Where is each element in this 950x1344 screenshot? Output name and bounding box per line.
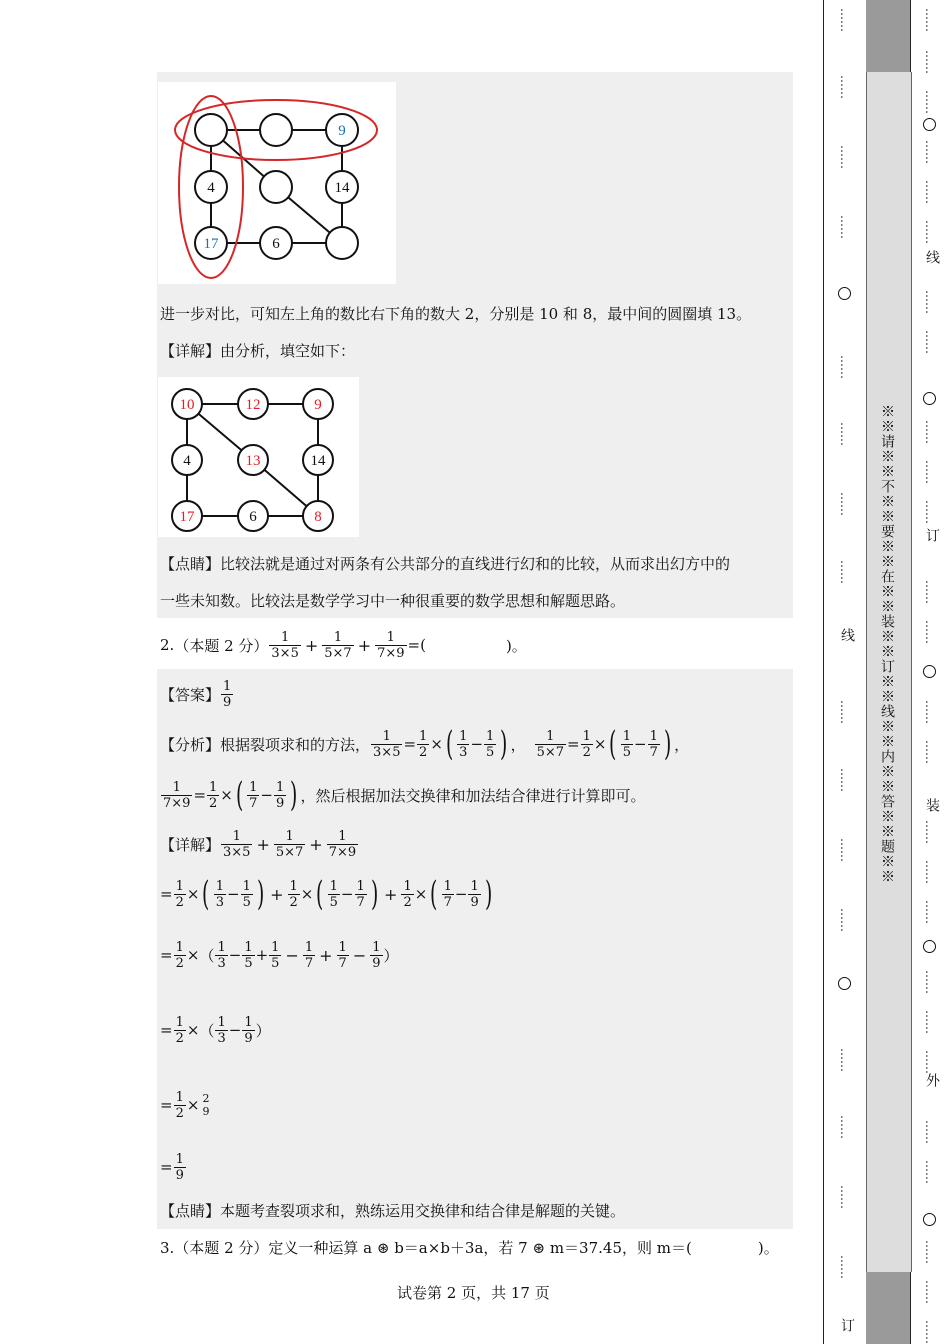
denominator: 2 — [175, 894, 184, 910]
denominator: 5 — [622, 744, 632, 760]
fraction — [215, 1015, 227, 1046]
binding-circle-icon — [838, 977, 851, 990]
fraction — [174, 940, 186, 971]
denominator: 3×5 — [271, 645, 299, 661]
denominator: 9 — [223, 694, 232, 710]
fraction — [242, 940, 254, 971]
node-label: 14 — [310, 453, 326, 469]
numerator: 1 — [175, 878, 184, 894]
binding-dots: …… — [923, 180, 937, 204]
magic-square-figure-2 — [158, 377, 359, 537]
q2-detail-line-4 — [160, 1010, 271, 1050]
binding-dots: …… — [838, 1115, 852, 1139]
plus-sign: + — [256, 834, 270, 854]
numerator: 1 — [215, 878, 224, 894]
binding-inner-xian: 线 — [924, 250, 940, 266]
times-sign: × — [300, 885, 314, 903]
fraction — [355, 879, 367, 910]
binding-dots: …… — [838, 1185, 852, 1209]
denominator: 5 — [242, 894, 251, 910]
times-sign: × — [186, 946, 200, 964]
binding-dots: …… — [838, 8, 852, 32]
denominator: 2 — [403, 894, 412, 910]
binding-circle-icon — [838, 287, 851, 300]
paren-right: ） — [383, 946, 399, 965]
binding-dots: …… — [923, 1320, 937, 1344]
page-footer: 试卷第 2 页，共 17 页 — [397, 1284, 550, 1302]
fraction — [161, 780, 192, 811]
fraction — [303, 940, 315, 971]
node-label: 17 — [203, 236, 219, 252]
denominator: 3 — [217, 955, 226, 971]
binding-dots: …… — [838, 145, 852, 169]
plus-sign: + — [270, 884, 284, 904]
fraction — [581, 729, 593, 760]
fraction — [468, 879, 480, 910]
q2-score: （本题 2 分） — [174, 636, 269, 655]
fraction — [442, 879, 454, 910]
minus-sign: − — [470, 735, 484, 753]
binding-inner-zhuang: 装 — [924, 798, 940, 814]
binding-circle-icon — [923, 118, 936, 131]
binding-dots: …… — [923, 140, 937, 164]
binding-dots: …… — [923, 740, 937, 764]
paren-right: ） — [255, 1021, 271, 1040]
minus-sign: − — [285, 945, 299, 965]
numerator: 1 — [172, 779, 181, 795]
numerator: 1 — [242, 878, 251, 894]
fraction — [241, 879, 253, 910]
numerator: 1 — [546, 728, 555, 744]
fraction — [174, 879, 186, 910]
fraction — [371, 729, 402, 760]
binding-dots: …… — [923, 1160, 937, 1184]
numerator: 1 — [285, 828, 294, 844]
equals-sign: = — [567, 735, 580, 753]
numerator: 1 — [382, 728, 391, 744]
numerator: 1 — [338, 828, 347, 844]
plus-sign: + — [357, 635, 372, 655]
binding-border-outer — [823, 0, 824, 1344]
q2-analysis-line-2 — [160, 773, 646, 817]
node-circle — [260, 171, 292, 203]
numerator: 1 — [333, 629, 343, 645]
paren-left: ( — [445, 724, 454, 764]
numerator: 1 — [649, 728, 658, 744]
denominator: 7 — [304, 955, 314, 971]
binding-dots: …… — [923, 330, 937, 354]
denominator: 5×7 — [536, 744, 565, 760]
numerator: 1 — [386, 629, 395, 645]
fraction — [274, 780, 286, 811]
binding-dots: …… — [923, 50, 937, 74]
binding-dots: …… — [923, 290, 937, 314]
numerator: 1 — [244, 1014, 253, 1030]
answer-fraction — [221, 679, 233, 710]
hint-line-2: 一些未知数。比较法是数学学习中一种很重要的数学思想和解题思路。 — [160, 592, 626, 610]
binding-dots: …… — [923, 620, 937, 644]
fraction — [322, 630, 353, 661]
node-circle — [195, 114, 227, 146]
hint-line-1 — [160, 554, 730, 574]
fraction — [337, 940, 349, 971]
numerator: 1 — [622, 728, 632, 744]
fraction — [274, 829, 305, 860]
binding-dark-block-bottom — [866, 1272, 910, 1344]
denominator: 7 — [443, 894, 452, 910]
fraction — [535, 729, 566, 760]
fraction — [375, 630, 406, 661]
denominator: 2 — [175, 1105, 184, 1121]
node-label: 8 — [314, 509, 322, 525]
binding-dots: …… — [838, 838, 852, 862]
binding-dots: …… — [923, 220, 937, 244]
binding-dots: …… — [838, 768, 852, 792]
numerator: 1 — [223, 678, 232, 694]
binding-dots: …… — [838, 1048, 852, 1072]
numerator: 1 — [175, 1151, 184, 1167]
paren-right: ) — [290, 775, 298, 815]
paren-right: ) — [256, 874, 265, 914]
binding-circle-icon — [923, 940, 936, 953]
binding-circle-icon — [923, 665, 936, 678]
hint-label: 【点睛】 — [160, 555, 221, 573]
binding-dots: …… — [838, 75, 852, 99]
node-label: 12 — [245, 397, 261, 413]
binding-dots: …… — [923, 820, 937, 844]
equals-sign: = — [160, 1096, 173, 1114]
numerator: 1 — [304, 939, 314, 955]
fraction — [174, 1090, 186, 1121]
numerator: 1 — [175, 1089, 184, 1105]
equals-sign: = — [403, 735, 417, 753]
paren-left: ( — [202, 874, 210, 914]
binding-dots: …… — [838, 700, 852, 724]
numerator: 1 — [289, 878, 298, 894]
answer-label: 【答案】 — [160, 685, 221, 704]
analysis-tail: ，然后根据加法交换律和加法结合律进行计算即可。 — [300, 786, 646, 805]
binding-dots: …… — [838, 560, 852, 584]
paren-left: （ — [199, 1021, 215, 1040]
binding-outer-xian: 线 — [839, 628, 855, 644]
detail-label: 【详解】 — [160, 835, 221, 854]
denominator: 5 — [329, 894, 338, 910]
fraction — [221, 829, 252, 860]
times-sign: × — [186, 885, 200, 903]
plus-sign: + — [384, 884, 398, 904]
numerator: 1 — [338, 939, 347, 955]
q2-detail-line-1 — [160, 824, 359, 864]
denominator: 2 — [582, 744, 591, 760]
denominator: 7 — [249, 795, 258, 811]
binding-dots: …… — [923, 90, 937, 114]
paren-right: ) — [370, 874, 379, 914]
q3-close: )。 — [757, 1239, 779, 1257]
denominator: 9 — [372, 955, 381, 971]
numerator: 1 — [271, 939, 280, 955]
minus-sign: − — [340, 885, 354, 903]
denominator: 9 — [470, 894, 479, 910]
numerator: 1 — [217, 939, 226, 955]
denominator: 9 — [244, 1030, 253, 1046]
magic-square-figure-1 — [158, 82, 396, 284]
detail-line — [160, 341, 355, 361]
fraction — [328, 879, 340, 910]
binding-dots: …… — [923, 580, 937, 604]
detail-text: 由分析，填空如下： — [220, 342, 356, 360]
numerator: 1 — [232, 828, 241, 844]
fraction — [648, 729, 660, 760]
numerator: 1 — [403, 878, 412, 894]
compare-paragraph: 进一步对比，可知左上角的数比右下角的数大 2，分别是 10 和 8，最中间的圆圈填 13。 — [160, 305, 752, 323]
fraction — [417, 729, 429, 760]
fraction — [401, 879, 413, 910]
numerator: 1 — [244, 939, 253, 955]
node-circle — [326, 227, 358, 259]
node-label: 4 — [207, 180, 215, 196]
denominator: 9 — [202, 1105, 210, 1118]
q2-detail-line-5 — [160, 1085, 212, 1125]
paren-left: ( — [430, 874, 438, 914]
q3-text: 3.（本题 2 分）定义一种运算 a ⊛ b＝a×b＋3a，若 7 ⊛ m＝37.45，则 m＝( — [160, 1239, 692, 1257]
binding-dots: …… — [838, 1255, 852, 1279]
equals-sign: = — [160, 1021, 173, 1039]
answer-blank-open: =( — [407, 636, 426, 654]
numerator: 1 — [175, 939, 184, 955]
denominator: 2 — [209, 795, 218, 811]
binding-dots: …… — [923, 420, 937, 444]
node-label: 13 — [245, 453, 261, 469]
fraction — [621, 729, 633, 760]
paren-left: ( — [316, 874, 324, 914]
minus-sign: − — [228, 1021, 242, 1039]
plus-sign: + — [309, 834, 323, 854]
denominator: 5×7 — [275, 844, 304, 860]
numerator: 1 — [582, 728, 591, 744]
fraction — [215, 940, 227, 971]
binding-dots: …… — [838, 908, 852, 932]
denominator: 7×9 — [377, 645, 405, 661]
denominator: 7 — [338, 955, 347, 971]
minus-sign: − — [260, 786, 273, 804]
denominator: 5 — [486, 744, 495, 760]
fraction — [288, 879, 300, 910]
denominator: 9 — [276, 795, 285, 811]
node-label: 9 — [338, 123, 346, 139]
binding-dots: …… — [923, 1280, 937, 1304]
plus-sign: + — [319, 945, 333, 965]
minus-sign: − — [454, 885, 468, 903]
analysis-text: 根据裂项求和的方法， — [220, 735, 371, 754]
denominator: 3×5 — [223, 844, 251, 860]
question-3 — [160, 1238, 779, 1258]
binding-circle-icon — [923, 392, 936, 405]
fraction — [242, 1015, 254, 1046]
minus-sign: − — [226, 885, 240, 903]
binding-dots: …… — [923, 1050, 937, 1074]
answer-blank-close: )。 — [505, 636, 527, 655]
fraction — [174, 1015, 186, 1046]
q2-number: 2. — [160, 636, 175, 654]
denominator: 7×9 — [163, 795, 191, 811]
binding-dots: …… — [923, 970, 937, 994]
binding-dots: …… — [923, 700, 937, 724]
times-sign: × — [186, 1096, 200, 1114]
numerator: 1 — [443, 878, 452, 894]
equals-sign: = — [193, 786, 207, 804]
analysis-label: 【分析】 — [160, 735, 221, 754]
fraction — [207, 780, 219, 811]
node-label: 14 — [334, 180, 350, 196]
binding-dots: …… — [923, 500, 937, 524]
binding-inner-ding: 订 — [924, 528, 940, 544]
paren-right: ) — [484, 874, 492, 914]
paren-left: ( — [235, 775, 244, 815]
denominator: 7 — [356, 894, 365, 910]
node-label: 9 — [314, 397, 322, 413]
fraction — [174, 1152, 186, 1183]
denominator: 7×9 — [328, 844, 357, 860]
denominator: 2 — [289, 894, 298, 910]
times-sign: × — [414, 885, 428, 903]
equals-sign: = — [160, 1158, 173, 1176]
comma: ， — [674, 735, 690, 754]
fraction — [200, 1092, 211, 1118]
denominator: 9 — [175, 1167, 184, 1183]
times-sign: × — [430, 735, 443, 753]
denominator: 2 — [419, 744, 428, 760]
hint-label: 【点睛】 — [160, 1202, 221, 1220]
paren-left: ( — [609, 724, 617, 764]
numerator: 1 — [356, 878, 365, 894]
detail-label: 【详解】 — [160, 342, 221, 360]
denominator: 7 — [649, 744, 658, 760]
denominator: 3 — [459, 744, 468, 760]
binding-dots: …… — [923, 860, 937, 884]
q2-answer-line — [160, 674, 234, 714]
fraction — [484, 729, 496, 760]
binding-dots: …… — [838, 215, 852, 239]
node-label: 17 — [179, 509, 195, 525]
fraction — [457, 729, 469, 760]
q2-detail-line-2 — [160, 872, 495, 916]
times-sign: × — [593, 735, 607, 753]
equals-sign: = — [160, 885, 173, 903]
numerator: 1 — [175, 1014, 184, 1030]
numerator: 1 — [470, 878, 479, 894]
node-label: 10 — [179, 397, 195, 413]
node-label: 6 — [272, 236, 280, 252]
binding-dots: …… — [923, 1010, 937, 1034]
fraction — [269, 630, 300, 661]
minus-sign: − — [228, 946, 242, 964]
binding-warning-text: ※※请※※不※※要※※在※※装※※订※※线※※内※※答※※题※※ — [879, 404, 895, 884]
numerator: 1 — [209, 779, 218, 795]
denominator: 5 — [244, 955, 253, 971]
hint-text: 本题考查裂项求和，熟练运用交换律和结合律是解题的关键。 — [220, 1202, 626, 1220]
binding-dots: …… — [923, 900, 937, 924]
numerator: 1 — [372, 939, 381, 955]
fraction — [370, 940, 382, 971]
question-2 — [160, 625, 527, 665]
minus-sign: − — [352, 945, 367, 965]
denominator: 3 — [215, 894, 224, 910]
denominator: 5×7 — [324, 645, 352, 661]
times-sign: × — [186, 1021, 200, 1039]
binding-dots: …… — [838, 355, 852, 379]
numerator: 1 — [280, 629, 290, 645]
binding-outer-ding: 订 — [839, 1318, 855, 1334]
numerator: 1 — [217, 1014, 226, 1030]
equals-sign: = — [160, 946, 173, 964]
figure-1-svg — [158, 82, 396, 284]
fraction — [269, 940, 281, 971]
numerator: 1 — [419, 728, 428, 744]
binding-dark-block-top — [866, 0, 910, 72]
numerator: 1 — [459, 728, 468, 744]
q2-hint-line — [160, 1201, 625, 1221]
node-label: 4 — [183, 453, 191, 469]
paren-right: ) — [663, 724, 672, 764]
fraction — [214, 879, 226, 910]
q2-detail-line-6 — [160, 1147, 187, 1187]
q2-analysis-line-1 — [160, 722, 689, 766]
numerator: 1 — [276, 779, 285, 795]
denominator: 3 — [217, 1030, 226, 1046]
figure-2-svg — [158, 377, 359, 537]
binding-dots: …… — [838, 492, 852, 516]
binding-dots: …… — [838, 422, 852, 446]
paren-left: （ — [199, 946, 215, 965]
minus-sign: − — [634, 735, 647, 753]
binding-circle-icon — [923, 1213, 936, 1226]
fraction — [327, 829, 358, 860]
binding-dots: …… — [923, 460, 937, 484]
q2-detail-line-3 — [160, 935, 399, 975]
denominator: 2 — [175, 1030, 184, 1046]
numerator: 1 — [486, 728, 495, 744]
times-sign: × — [220, 786, 233, 804]
numerator: 1 — [329, 878, 338, 894]
binding-dots: …… — [923, 8, 937, 32]
plus-sign: + — [255, 946, 269, 964]
paren-right: ) — [500, 724, 508, 764]
comma: ， — [510, 735, 526, 754]
binding-dots: …… — [923, 1120, 937, 1144]
node-label: 6 — [249, 509, 257, 525]
numerator: 1 — [249, 779, 258, 795]
hint-text-1: 比较法就是通过对两条有公共部分的直线进行幻和的比较，从而求出幻方中的 — [220, 555, 731, 573]
numerator: 2 — [202, 1092, 210, 1105]
fraction — [247, 780, 259, 811]
plus-sign: + — [304, 635, 319, 655]
denominator: 3×5 — [373, 744, 401, 760]
denominator: 5 — [271, 955, 280, 971]
denominator: 2 — [175, 955, 184, 971]
binding-inner-wai: 外 — [924, 1073, 940, 1089]
node-circle — [260, 114, 292, 146]
binding-dots: …… — [923, 1240, 937, 1264]
